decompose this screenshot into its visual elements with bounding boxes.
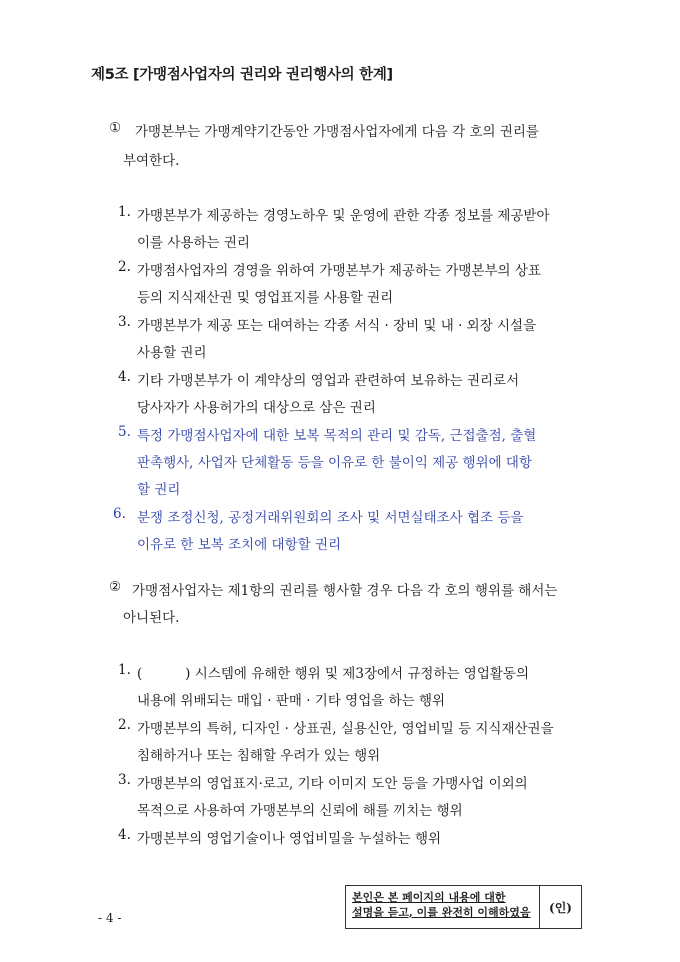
- article-title: 제5조 [가맹점사업자의 권리와 권리행사의 한계]: [91, 67, 393, 83]
- list-item: ( ) 시스템에 유해한 행위 및 제3장에서 규정하는 영업활동의: [137, 666, 530, 682]
- list-item: 가맹본부의 특허, 디자인 · 상표권, 실용신안, 영업비밀 등 지식재산권을: [137, 721, 554, 737]
- list-item: 등의 지식재산권 및 영업표지를 사용할 권리: [137, 290, 394, 306]
- item-number: 1.: [118, 662, 131, 678]
- list-item: 가맹본부의 영업기술이나 영업비밀을 누설하는 행위: [137, 831, 442, 847]
- paragraph-2-mark: ②: [109, 579, 122, 595]
- list-item: 가맹점사업자의 경영을 위하여 가맹본부가 제공하는 가맹본부의 상표: [137, 263, 541, 279]
- paragraph-2-line2: 아니된다.: [123, 610, 180, 626]
- acknowledgement-box: [345, 885, 582, 929]
- list-item: 분쟁 조정신청, 공정거래위원회의 조사 및 서면실태조사 협조 등을: [137, 510, 524, 526]
- seal-mark: (인): [549, 900, 572, 915]
- list-item: 이유로 한 보복 조치에 대항할 권리: [137, 537, 342, 553]
- item-number: 2.: [118, 259, 131, 275]
- list-item: 목적으로 사용하여 가맹본부의 신뢰에 해를 끼치는 행위: [137, 803, 463, 819]
- paragraph-1-mark: ①: [109, 120, 122, 136]
- acknowledgement-line1: 본인은 본 페이지의 내용에 대한: [352, 891, 506, 904]
- list-item: 당사자가 사용허가의 대상으로 삼은 권리: [137, 400, 376, 416]
- list-item: 사용할 권리: [137, 345, 207, 361]
- page-number: - 4 -: [98, 911, 122, 925]
- acknowledgement-line2: 설명을 듣고, 이를 완전히 이해하였음: [352, 906, 531, 919]
- item-number: 3.: [118, 314, 131, 330]
- paragraph-1-line1: 가맹본부는 가맹계약기간동안 가맹점사업자에게 다음 각 호의 권리를: [135, 124, 539, 140]
- paragraph-1-line2: 부여한다.: [123, 153, 180, 169]
- list-item: 가맹본부가 제공 또는 대여하는 각종 서식 · 장비 및 내 · 외장 시설을: [137, 318, 537, 334]
- list-item: 특정 가맹점사업자에 대한 보복 목적의 관리 및 감독, 근접출점, 출혈: [137, 428, 537, 444]
- list-item: 내용에 위배되는 매입 · 판매 · 기타 영업을 하는 행위: [137, 693, 446, 709]
- item-number: 1.: [118, 204, 131, 220]
- item-number: 5.: [118, 424, 131, 440]
- item-number: 2.: [118, 717, 131, 733]
- paragraph-2-line1: 가맹점사업자는 제1항의 권리를 행사할 경우 다음 각 호의 행위를 해서는: [132, 583, 558, 599]
- list-item: 침해하거나 또는 침해할 우려가 있는 행위: [137, 748, 381, 764]
- list-item: 판촉행사, 사업자 단체활동 등을 이유로 한 불이익 제공 행위에 대항: [137, 455, 533, 471]
- list-item: 할 권리: [137, 482, 181, 498]
- list-item: 가맹본부의 영업표지·로고, 기타 이미지 도안 등을 가맹사업 이외의: [137, 776, 528, 792]
- list-item: 가맹본부가 제공하는 경영노하우 및 운영에 관한 각종 정보를 제공받아: [137, 208, 550, 224]
- list-item: 기타 가맹본부가 이 계약상의 영업과 관련하여 보유하는 권리로서: [137, 373, 520, 389]
- item-number: 6.: [113, 506, 126, 522]
- item-number: 4.: [118, 827, 131, 843]
- acknowledgement-text: [346, 886, 540, 928]
- item-number: 3.: [118, 772, 131, 788]
- list-item: 이를 사용하는 권리: [137, 235, 250, 251]
- item-number: 4.: [118, 369, 131, 385]
